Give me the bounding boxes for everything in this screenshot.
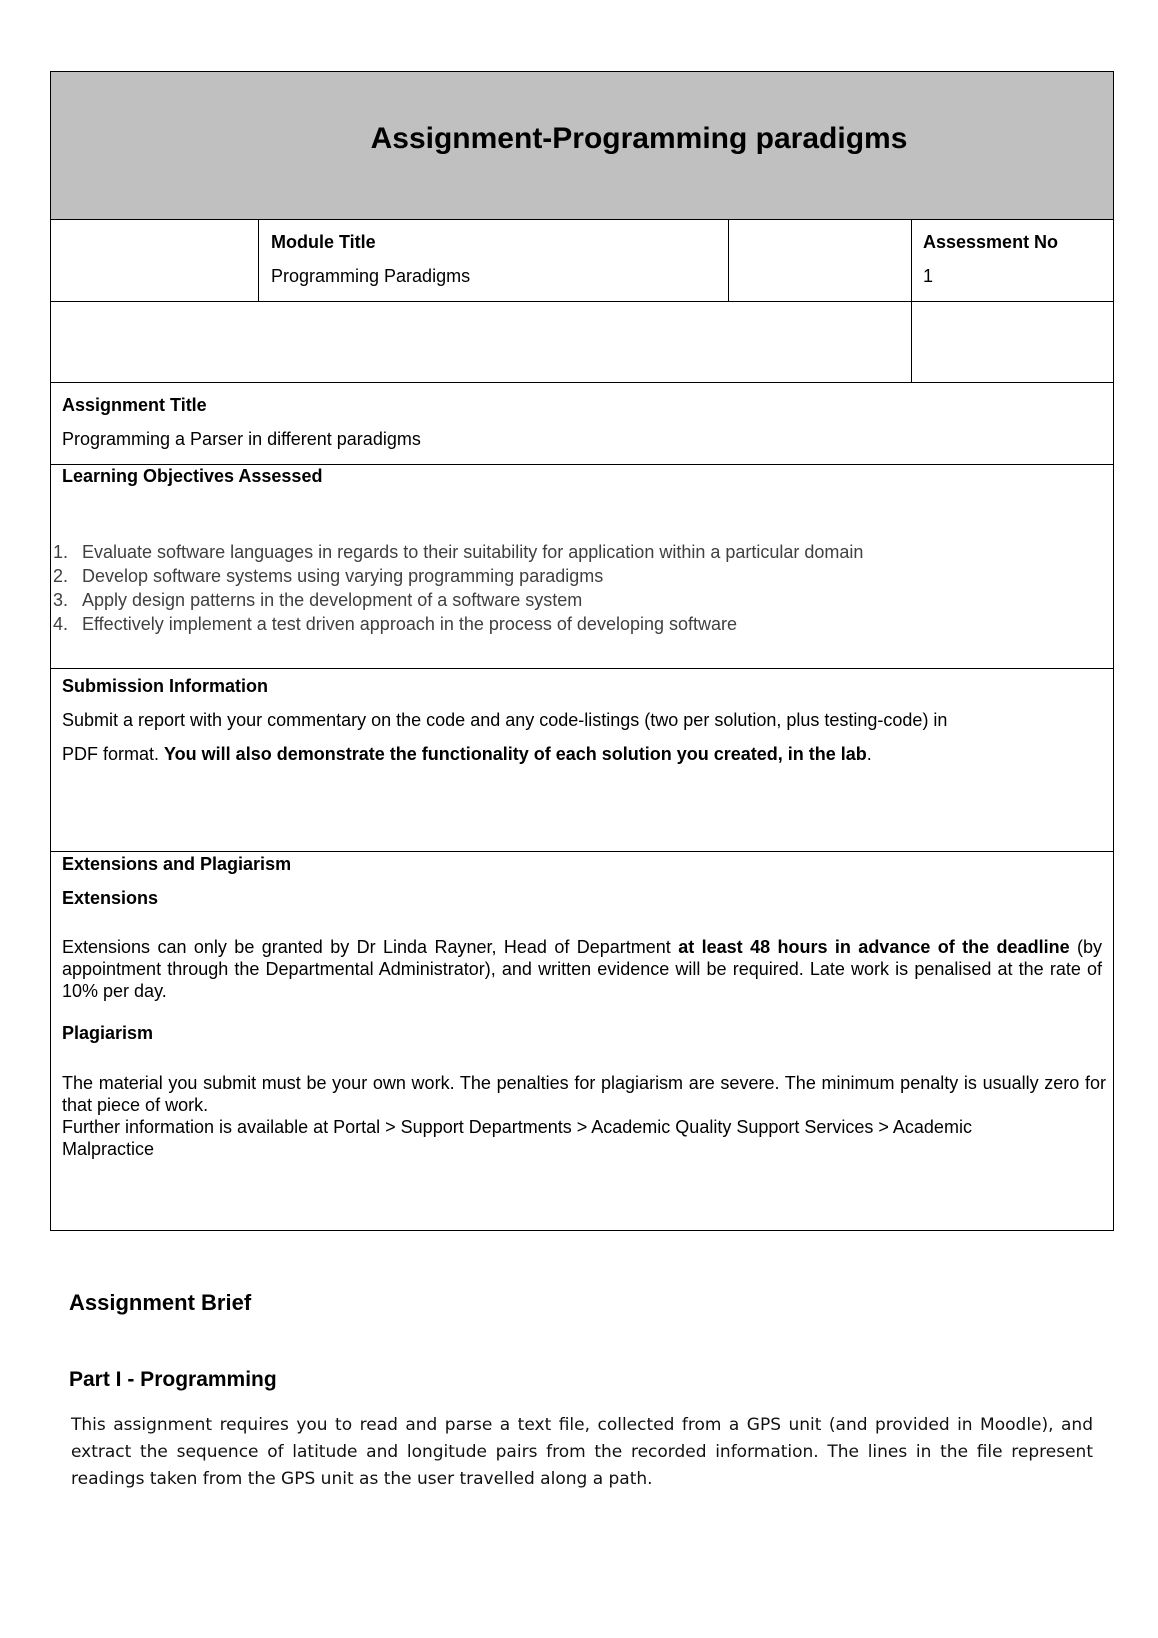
extensions-text — [62, 936, 1102, 1002]
divider — [51, 219, 1113, 220]
further-info-text: Further information is available at Portal > Support Departments > Academic Quality Support Services > Academic Malpractice — [62, 1117, 972, 1159]
list-number: 2. — [52, 566, 68, 586]
submission-text-line1: Submit a report with your commentary on the code and any code-listings (two per solution, plus testing-code) in — [62, 710, 948, 730]
module-title-value: Programming Paradigms — [271, 266, 471, 286]
divider — [51, 464, 1113, 465]
extensions-text-bold: at least 48 hours in advance of the deadline — [678, 937, 1070, 957]
list-item — [46, 612, 863, 636]
divider — [51, 668, 1113, 669]
list-item — [46, 540, 863, 564]
module-title-label: Module Title — [271, 232, 376, 252]
part-one-heading: Part I - Programming — [69, 1368, 277, 1391]
document-title: Assignment-Programming paradigms — [370, 122, 908, 155]
divider — [728, 219, 729, 301]
extensions-text-part1: Extensions can only be granted by Dr Linda Rayner, Head of Department — [62, 937, 679, 957]
submission-line2-end: . — [866, 744, 872, 764]
list-number: 1. — [52, 542, 68, 562]
brief-paragraph: This assignment requires you to read and parse a text file, collected from a GPS unit (and provided in Moodle), and extract the sequence of latitude and longitude pairs from the recorded information. The lines in the file represent readings taken from the GPS unit as the user travelled along a path. — [71, 1415, 1093, 1489]
divider — [51, 301, 1113, 302]
divider — [51, 382, 1113, 383]
list-text: Effectively implement a test driven approach in the process of developing software — [82, 614, 738, 634]
submission-line2-bold: You will also demonstrate the functionality of each solution you created, in the lab — [164, 744, 867, 764]
divider — [51, 851, 1113, 852]
assessment-no-label: Assessment No — [923, 232, 1059, 252]
plagiarism-text: The material you submit must be your own work. The penalties for plagiarism are severe. The minimum penalty is usually zero for that piece of work. — [62, 1073, 1106, 1115]
list-text: Develop software systems using varying programming paradigms — [82, 566, 604, 586]
assignment-title-value: Programming a Parser in different paradigms — [62, 429, 421, 449]
learning-objectives-list — [46, 540, 863, 636]
submission-info-label: Submission Information — [62, 676, 269, 696]
title-band — [51, 72, 1113, 219]
submission-text-line2 — [62, 744, 872, 765]
extensions-text-part2: (by appointment through the Departmental Administrator), and written evidence will be required. Late work is penalised at the rate of 10% per day. — [62, 937, 1102, 1001]
list-number: 3. — [52, 590, 68, 610]
list-item — [46, 588, 863, 612]
list-text: Apply design patterns in the development of a software system — [82, 590, 583, 610]
assignment-title-label: Assignment Title — [62, 395, 207, 415]
submission-line2-plain: PDF format. — [62, 744, 165, 764]
extensions-plagiarism-label: Extensions and Plagiarism — [62, 854, 292, 874]
list-item — [46, 564, 863, 588]
list-number: 4. — [52, 614, 68, 634]
list-text: Evaluate software languages in regards to their suitability for application within a particular domain — [82, 542, 864, 562]
assignment-brief-heading: Assignment Brief — [69, 1290, 252, 1315]
divider — [258, 219, 259, 301]
assignment-cover-table — [50, 71, 1114, 1231]
assessment-no-value: 1 — [923, 266, 934, 286]
extensions-heading: Extensions — [62, 888, 159, 908]
learning-objectives-label: Learning Objectives Assessed — [62, 466, 323, 486]
plagiarism-heading: Plagiarism — [62, 1023, 154, 1043]
